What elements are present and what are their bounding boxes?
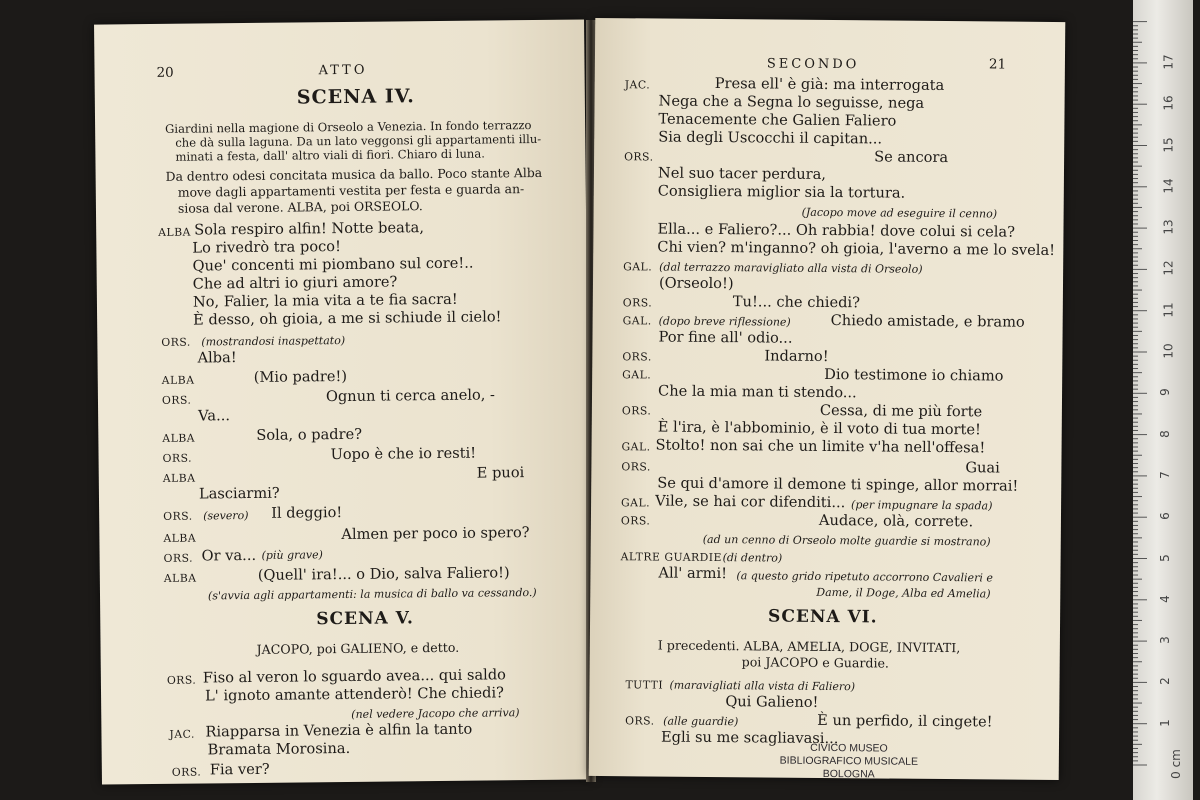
verse-line: (Quell' ira!... o Dio, salva Faliero!) <box>257 564 510 584</box>
verse-line: Uopo è che io resti! <box>330 444 477 464</box>
verse-line: Sola respiro alfin! Notte beata, <box>194 219 425 239</box>
verse-line: Sia degli Uscocchi il capitan... <box>658 128 883 148</box>
speaker: ORS. <box>625 714 655 728</box>
speaker: JAC. <box>169 727 195 741</box>
verse-line: Ella... e Faliero?... Oh rabbia! dove colui si cela? <box>657 220 1016 241</box>
ruler-label: 16 <box>1161 95 1176 111</box>
speaker: GAL. <box>621 496 651 510</box>
verse-line: Che la mia man ti stendo... <box>657 382 857 402</box>
ruler-label: 14 <box>1161 178 1176 194</box>
ruler-label: 17 <box>1161 54 1176 70</box>
verse-line: Lasciarmi? <box>198 484 280 503</box>
verse-line: È l'ira, è l'abbominio, è il voto di tua morte! <box>657 418 981 439</box>
stamp-line: BIBLIOGRAFICO MUSICALE <box>779 754 919 768</box>
stamp-line: CIVICO MUSEO <box>810 741 888 755</box>
verse-line: Alba! <box>197 349 237 367</box>
verse-line: Que' concenti mi piombano sul core!.. <box>192 254 474 275</box>
stage-direction: (più grave) <box>261 548 323 562</box>
measuring-ruler <box>1133 0 1193 800</box>
verse-line: Chiedo amistade, e bramo <box>830 312 1025 331</box>
verse-line: Se qui d'amore il demone ti spinge, allor morrai! <box>657 474 1019 495</box>
verse-line: Vile, se hai cor difenditi... <box>655 492 846 512</box>
speaker: ALBA <box>163 531 197 545</box>
verse-line: All' armi! <box>658 564 728 583</box>
verse-line: (Orseolo!) <box>658 274 734 293</box>
stage-direction: (per impugnare la spada) <box>851 498 993 513</box>
speaker: ORS. <box>161 393 192 407</box>
stage-direction: (dopo breve riflessione) <box>658 314 791 329</box>
ruler-label: 5 <box>1157 553 1172 562</box>
setting-line: che dà sulla laguna. Da un lato veggonsi gli appartamenti illu- <box>175 131 542 150</box>
ruler-label: 3 <box>1157 636 1172 644</box>
setting-line: Da dentro odesi concitata musica da ballo. Poco stante Alba <box>165 164 543 184</box>
verse-line: Nel suo tacer perdura, <box>657 164 827 183</box>
verse-line: Cessa, di me più forte <box>819 401 983 421</box>
speaker: ORS. <box>171 765 202 779</box>
ruler-label: 6 <box>1157 512 1172 521</box>
verse-line: Ognun ti cerca anelo, - <box>325 386 496 406</box>
stage-direction: (mostrandosi inaspettato) <box>201 333 346 349</box>
speaker: ALBA <box>158 225 191 239</box>
verse-line: È un perfido, il cingete! <box>817 711 993 731</box>
ruler-label: 10 <box>1161 343 1176 359</box>
setting-line: move dagli appartamenti vestita per festa e guarda an- <box>177 181 525 200</box>
speaker: GAL. <box>622 314 652 328</box>
verse-line: Consigliera miglior sia la tortura. <box>657 182 906 202</box>
stage-direction: (severo) <box>203 508 249 523</box>
stage-direction: (dal terrazzo maravigliato alla vista di Orseolo) <box>659 260 923 276</box>
stage-direction: (s'avvia agli appartamenti: la musica di ballo va cessando.) <box>207 585 537 603</box>
verse-line: È desso, oh gioia, a me si schiude il cielo! <box>193 308 502 329</box>
speaker: ALTRE GUARDIE <box>620 550 723 565</box>
ruler-label: 11 <box>1161 302 1176 318</box>
speaker: ORS. <box>622 350 652 364</box>
speaker: ORS. <box>621 404 652 418</box>
verse-line: Bramata Morosina. <box>207 739 351 759</box>
verse-line: Fia ver? <box>209 760 270 779</box>
speaker: TUTTI <box>625 678 664 692</box>
ruler-label: 2 <box>1157 677 1172 686</box>
running-head: SECONDO <box>766 56 860 73</box>
verse-line: Riapparsa in Venezia è alfin la tanto <box>205 720 473 741</box>
verse-line: Or va... <box>201 546 257 565</box>
speaker: ORS. <box>624 150 654 164</box>
verse-line: No, Falier, la mia vita a te fia sacra! <box>192 290 458 311</box>
speaker: GAL. <box>621 440 651 454</box>
speaker: ORS. <box>622 296 653 310</box>
verse-line: Va... <box>198 407 231 425</box>
speaker: ORS. <box>162 451 193 465</box>
verse-line: Tu!... che chiedi? <box>732 293 861 312</box>
page-number: 20 <box>156 64 174 81</box>
ruler-label: 8 <box>1157 429 1172 438</box>
ruler-label: 0 cm <box>1168 749 1183 779</box>
verse-line: Audace, olà, correte. <box>818 511 974 531</box>
verse-line: Tenacemente che Galien Faliero <box>658 110 897 130</box>
verse-line: Almen per poco io spero? <box>341 524 530 544</box>
ruler-label: 13 <box>1161 219 1176 235</box>
verse-line: Dio testimone io chiamo <box>824 365 1004 385</box>
setting-line: siosa dal verone. ALBA, poi ORSEOLO. <box>177 198 423 216</box>
verse-line: E puoi <box>476 464 525 482</box>
scene-title: SCENA IV. <box>296 85 415 109</box>
stage-direction: (di dentro) <box>722 551 783 565</box>
verse-line: Presa ell' è già: ma interrogata <box>714 75 945 95</box>
ruler-label: 9 <box>1157 388 1172 397</box>
speaker: ALBA <box>161 373 195 387</box>
speaker: JAC. <box>624 78 651 92</box>
speaker: ORS. <box>163 551 194 565</box>
scene-setting: JACOPO, poi GALIENO, e detto. <box>256 639 460 657</box>
stage-direction: (ad un cenno di Orseolo molte guardie si mostrano) <box>702 532 991 549</box>
setting-line: minati a festa, dall' altro viali di fiori. Chiaro di luna. <box>175 146 486 164</box>
scene-title: SCENA VI. <box>768 606 878 628</box>
stage-direction: (alle guardie) <box>663 714 739 729</box>
verse-line: Indarno! <box>764 347 829 366</box>
verse-line: Se ancora <box>874 148 949 167</box>
verse-line: Lo rivedrò tra poco! <box>192 238 341 257</box>
stage-direction: (nel vedere Jacopo che arriva) <box>351 706 520 721</box>
speaker: ALBA <box>163 571 197 585</box>
speaker: ORS. <box>166 673 197 687</box>
ruler-label: 12 <box>1161 260 1176 277</box>
speaker: ALBA <box>162 471 196 485</box>
ruler-label: 7 <box>1157 471 1172 479</box>
left-page <box>94 19 592 784</box>
ruler-label: 4 <box>1157 594 1172 603</box>
verse-line: Nega che a Segna lo seguisse, nega <box>658 92 925 112</box>
speaker: ALBA <box>162 431 196 445</box>
speaker: ORS. <box>163 509 193 523</box>
stamp-line: BOLOGNA <box>822 767 875 781</box>
scene-title: SCENA V. <box>316 608 414 630</box>
stage-direction: (maravigliati alla vista di Faliero) <box>669 678 856 694</box>
library-stamp <box>739 741 959 780</box>
running-head: ATTO <box>318 62 368 79</box>
setting-line: poi JACOPO e Guardie. <box>741 654 890 671</box>
verse-line: Egli su me scagliavasi... <box>660 728 839 748</box>
verse-line: Chi vien? m'inganno? oh gioia, l'averno a me lo svela! <box>657 238 1056 259</box>
stage-direction: Dame, il Doge, Alba ed Amelia) <box>816 585 991 601</box>
right-page <box>589 18 1066 780</box>
speaker: ORS. <box>621 460 651 474</box>
ruler-label: 1 <box>1157 718 1172 727</box>
verse-line: Guai <box>965 459 1000 477</box>
stage-direction: (Jacopo move ad eseguire il cenno) <box>801 205 998 221</box>
setting-line: Giardini nella magione di Orseolo a Venezia. In fondo terrazzo <box>165 118 532 136</box>
speaker: ORS. <box>620 514 651 528</box>
setting-line: I precedenti. ALBA, AMELIA, DOGE, INVITATI, <box>657 637 961 656</box>
verse-line: Por fine all' odio... <box>658 328 793 347</box>
verse-line: Qui Galieno! <box>725 693 819 711</box>
verse-line: (Mio padre!) <box>253 367 348 386</box>
speaker: GAL. <box>623 260 653 274</box>
verse-line: Il deggio! <box>271 504 343 522</box>
page-number: 21 <box>988 56 1007 73</box>
verse-line: Stolto! non sai che un limite v'ha nell'offesa! <box>655 436 986 457</box>
speaker: ORS. <box>161 335 191 349</box>
stage-direction: (a questo grido ripetuto accorrono Cavalieri e <box>736 569 993 585</box>
verse-line: Sola, o padre? <box>256 425 363 444</box>
verse-line: L' ignoto amante attenderò! Che chiedi? <box>204 684 505 705</box>
ruler-label: 15 <box>1161 136 1176 153</box>
speaker: GAL. <box>622 368 652 382</box>
verse-line: Che ad altri io giuri amore? <box>192 273 398 293</box>
verse-line: Fiso al veron lo sguardo avea... qui saldo <box>202 666 507 687</box>
